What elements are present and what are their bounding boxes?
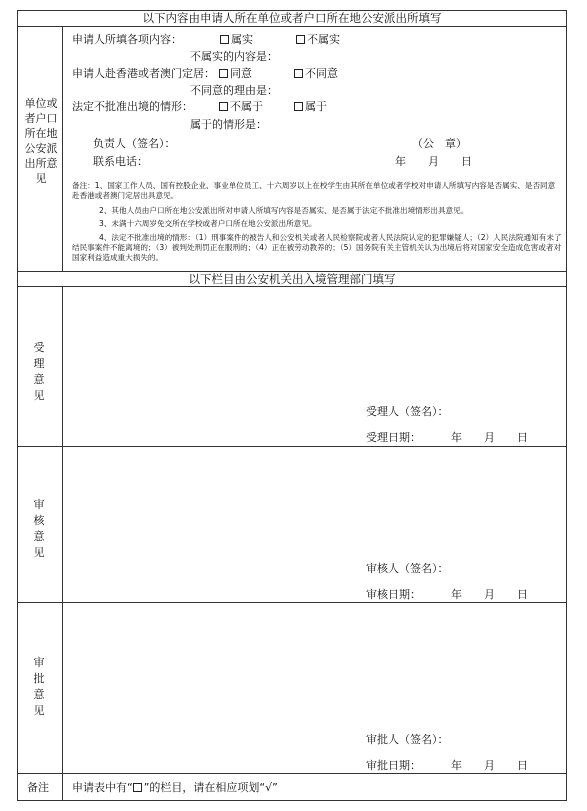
q1-label: 申请人所填各项内容：	[72, 33, 182, 46]
checkbox-agree[interactable]	[219, 69, 228, 78]
q1-option-false[interactable]: 不属实	[296, 33, 340, 46]
official-seal-label: （公 章）	[412, 137, 467, 150]
rule	[17, 446, 567, 447]
form-frame	[17, 10, 567, 801]
review-date-label: 审核日期：	[366, 588, 421, 601]
checkbox-true[interactable]	[220, 35, 229, 44]
column-divider	[62, 286, 63, 801]
q3-label: 法定不批准出境的情形：	[72, 100, 193, 113]
q3-option-no[interactable]: 不属于	[219, 100, 263, 113]
note-3: 3、未满十六周岁免交所在学校或者户口所在地公安派出所意见。	[99, 219, 317, 228]
q2-option-disagree[interactable]: 不同意	[294, 67, 338, 80]
q3-sub-label: 属于的情形是：	[190, 118, 267, 131]
contact-phone-label: 联系电话：	[93, 155, 148, 168]
police-date: 年 月 日	[395, 155, 472, 168]
note-1: 备注：1、国家工作人员、国有控股企业、事业单位员工、十六周岁以上在校学生由其所在单位或者学校对申请人所填写内容是否属实、是否同意赴香港或者澳门定居出具意见。	[72, 181, 556, 200]
footer-instruction: 申请表中有“ ”的栏目，请在相应项划“√”	[72, 781, 278, 794]
q2-label: 申请人赴香港或者澳门定居：	[72, 67, 215, 80]
checkbox-false[interactable]	[296, 35, 305, 44]
footer-label: 备注	[27, 781, 49, 794]
note-2: 2、其他人员由户口所在地公安派出所对申请人所填写内容是否属实、是否属于法定不批准出境情形出具意见。	[99, 206, 469, 215]
police-opinion-side-label: 单位或者户口所在地公安派出所意见	[24, 97, 58, 185]
checkbox-symbol-icon	[133, 783, 142, 792]
review-opinion-label: 审 核 意 见	[33, 498, 45, 559]
approval-date: 年 月 日	[451, 759, 528, 772]
q1-option-true[interactable]: 属实	[220, 33, 253, 46]
rule	[17, 26, 567, 27]
review-date: 年 月 日	[451, 588, 528, 601]
column-divider	[62, 26, 63, 271]
acceptance-date-label: 受理日期：	[366, 431, 421, 444]
q2-sub-label: 不同意的理由是：	[190, 84, 278, 97]
rule	[17, 286, 567, 287]
acceptance-opinion-label: 受 理 意 见	[33, 341, 45, 402]
section-header-immigration: 以下栏目由公安机关出入境管理部门填写	[188, 272, 396, 286]
checkbox-applicable[interactable]	[294, 102, 303, 111]
checkbox-not-applicable[interactable]	[219, 102, 228, 111]
q2-option-agree[interactable]: 同意	[219, 67, 252, 80]
responsible-signature-label: 负责人（签名）：	[93, 137, 176, 150]
checkbox-disagree[interactable]	[294, 69, 303, 78]
approval-opinion-label: 审 批 意 见	[33, 656, 45, 717]
rule	[17, 602, 567, 603]
approval-date-label: 审批日期：	[366, 759, 421, 772]
approval-signer-label: 审批人（签名）：	[366, 733, 449, 746]
q3-option-yes[interactable]: 属于	[294, 100, 327, 113]
note-4: 4、法定不批准出境的情形：（1）刑事案件的被告人和公安机关或者人民检察院或者人民法院认定的犯罪嫌疑人；（2）人民法院通知有未了结民事案件不能离境的；（3）被判处刑罚正在服刑的；（4）正在被劳动教养的；（5）国务院有关主管机关认为出境后将对国家安全造成危害或者对国家利益造成重大损失的。	[72, 233, 562, 262]
q1-sub-label: 不属实的内容是：	[190, 50, 278, 63]
acceptance-date: 年 月 日	[451, 431, 528, 444]
review-signer-label: 审核人（签名）：	[366, 562, 449, 575]
rule	[17, 773, 567, 774]
section-header-police: 以下内容由申请人所在单位或者户口所在地公安派出所填写	[142, 11, 442, 25]
acceptance-signer-label: 受理人（签名）：	[366, 405, 449, 418]
